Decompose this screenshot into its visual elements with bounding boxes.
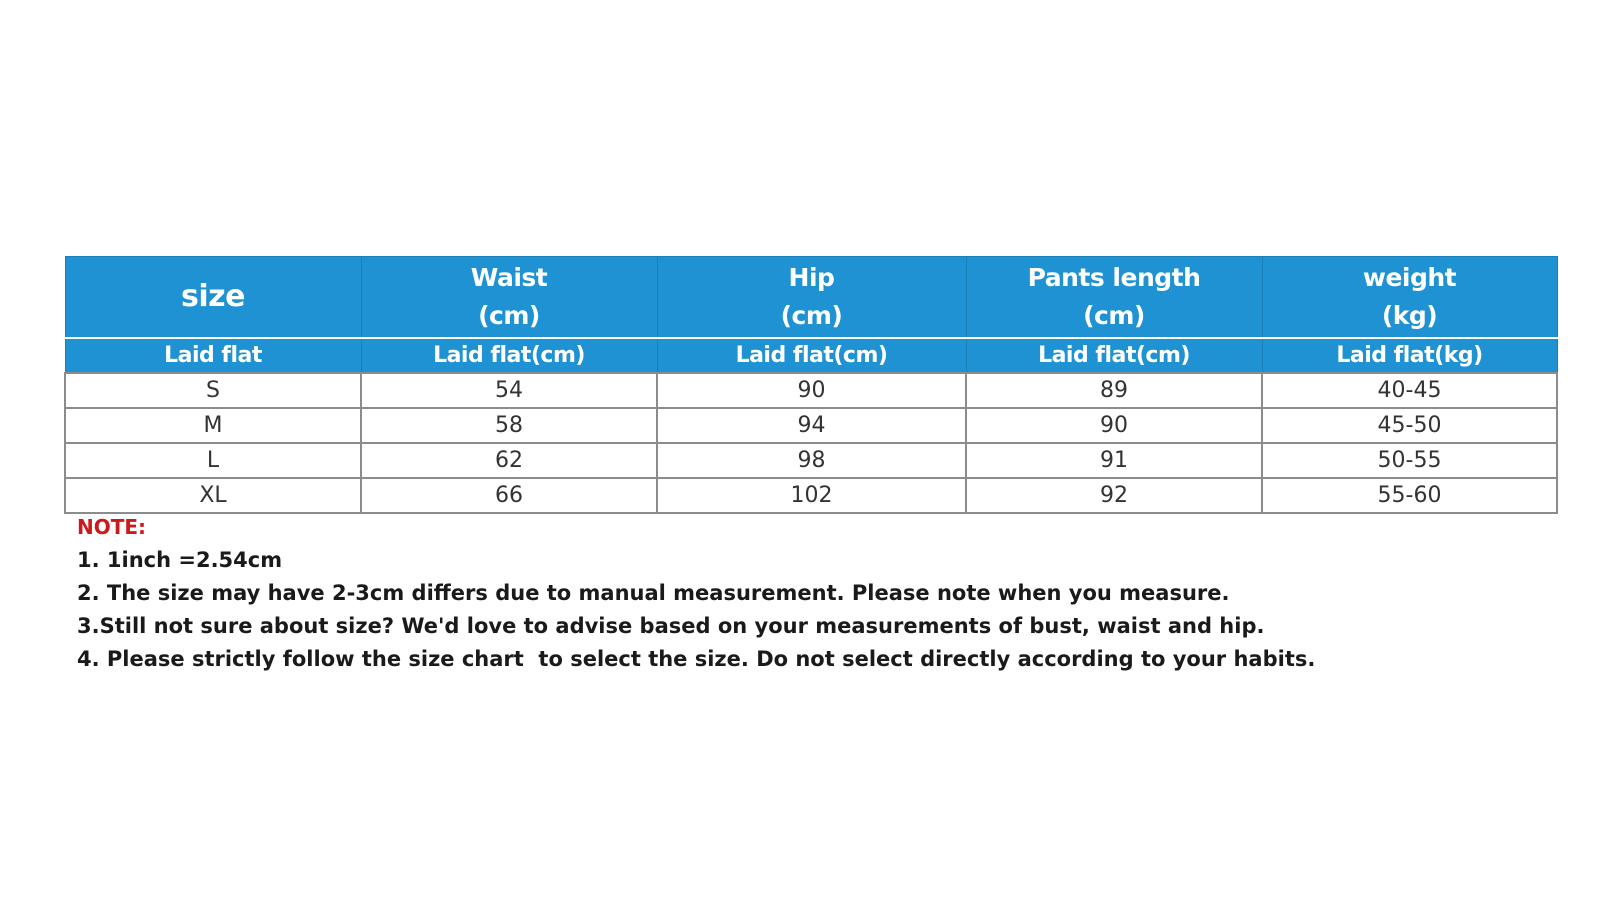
column-title: Waist <box>470 263 548 292</box>
note-title: NOTE: <box>77 515 147 539</box>
table-cell: 90 <box>966 408 1262 443</box>
table-cell: XL <box>65 478 361 513</box>
column-title: Hip <box>788 263 835 292</box>
size-chart <box>64 256 1556 514</box>
table-cell: 45-50 <box>1262 408 1557 443</box>
table-cell: 92 <box>966 478 1262 513</box>
table-row <box>65 478 1557 513</box>
table-row <box>65 408 1557 443</box>
note-item: 2. The size may have 2-3cm differs due to manual measurement. Please note when you measure. <box>77 581 1230 605</box>
column-title: Pants length <box>1027 263 1201 292</box>
table-cell: 55-60 <box>1262 478 1557 513</box>
table-cell: 91 <box>966 443 1262 478</box>
table-row <box>65 443 1557 478</box>
table-cell: 90 <box>657 373 966 408</box>
header-row <box>65 257 1557 339</box>
subheader-cell: Laid flat(cm) <box>657 338 966 373</box>
column-header-waist <box>361 257 657 339</box>
size-table <box>64 256 1558 514</box>
table-cell: L <box>65 443 361 478</box>
table-cell: 50-55 <box>1262 443 1557 478</box>
column-unit: (cm) <box>1083 301 1145 330</box>
column-unit: (cm) <box>780 301 843 330</box>
column-unit: (kg) <box>1381 301 1438 330</box>
column-unit: (cm) <box>478 301 540 330</box>
table-cell: 89 <box>966 373 1262 408</box>
column-header-size: size <box>65 257 361 339</box>
table-cell: 98 <box>657 443 966 478</box>
table-row <box>65 373 1557 408</box>
note-item: 3.Still not sure about size? We'd love to advise based on your measurements of bust, waist and hip. <box>77 614 1265 638</box>
notes-section <box>77 510 1517 676</box>
table-cell: M <box>65 408 361 443</box>
column-header-pants-length <box>966 257 1262 339</box>
note-item: 4. Please strictly follow the size chart to select the size. Do not select directly according to your habits. <box>77 647 1316 671</box>
column-header-weight <box>1262 257 1557 339</box>
table-cell: 66 <box>361 478 657 513</box>
table-cell: 54 <box>361 373 657 408</box>
table-cell: 62 <box>361 443 657 478</box>
subheader-cell: Laid flat(kg) <box>1262 338 1557 373</box>
table-cell: S <box>65 373 361 408</box>
subheader-row <box>65 338 1557 373</box>
subheader-cell: Laid flat <box>65 338 361 373</box>
table-cell: 102 <box>657 478 966 513</box>
column-header-hip <box>657 257 966 339</box>
column-title: weight <box>1362 263 1457 292</box>
note-item: 1. 1inch =2.54cm <box>77 548 283 572</box>
table-cell: 58 <box>361 408 657 443</box>
subheader-cell: Laid flat(cm) <box>361 338 657 373</box>
table-cell: 94 <box>657 408 966 443</box>
subheader-cell: Laid flat(cm) <box>966 338 1262 373</box>
table-cell: 40-45 <box>1262 373 1557 408</box>
